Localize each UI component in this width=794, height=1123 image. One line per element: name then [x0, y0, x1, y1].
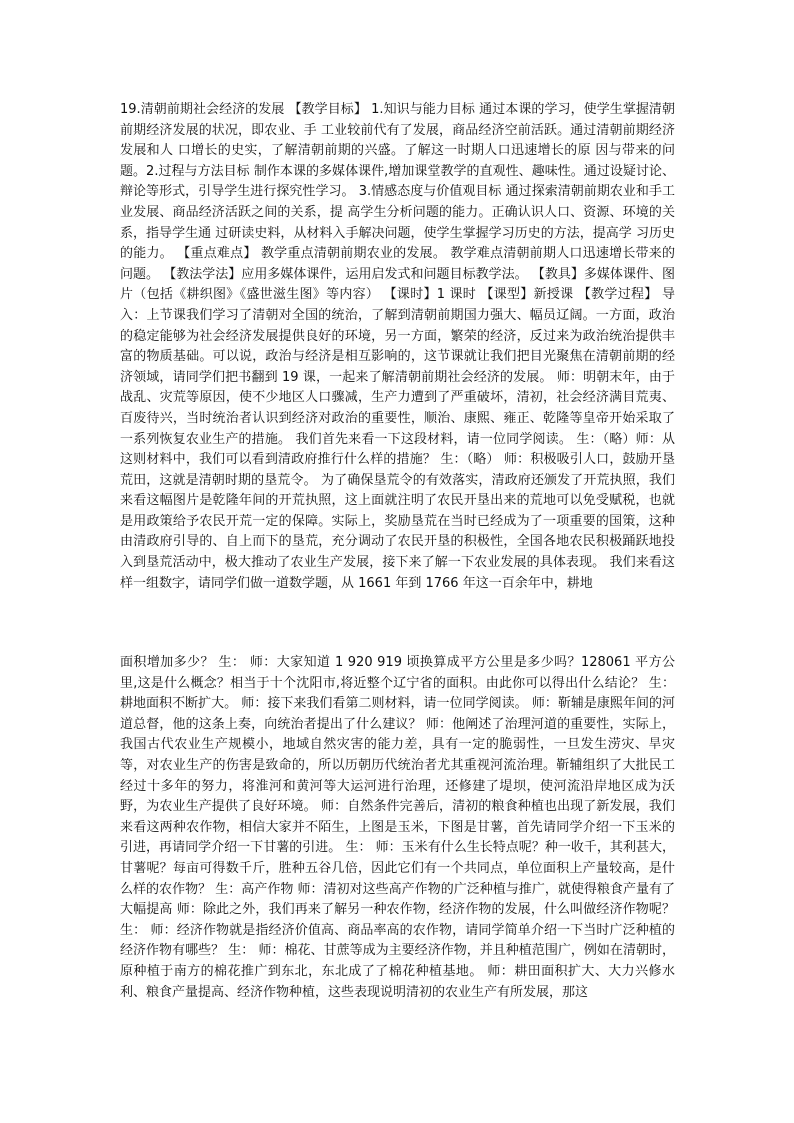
body-paragraph-2: 面积增加多少？ 生： 师：大家知道 1 920 919 顷换算成平方公里是多少吗？128061 平方公里,这是什么概念？相当于十个沈阳市,将近整个辽宁省的面积。由此你可以得出什么结论？ 生：耕地面积不断扩大。 师：接下来我们看第二则材料，请一位同学阅读。 师：靳辅是康熙年间的河道总督，他的这条上奏，向统治者提出了什么建议？ 师：他阐述了治理河道的重要性，实际上，我国古代农业生产规模小，地域自然灾害的能力差，具有一定的脆弱性，一旦发生涝灾、旱灾等，对农业生产的伤害是致命的，所以历朝历代统治者尤其重视河流治理。靳辅组织了大批民工经过十多年的努力，将淮河和黄河等大运河进行治理，还修建了堤坝，使河流沿岸地区成为沃野，为农业生产提供了良好环境。 师：自然条件完善后，清初的粮食种植也出现了新发展，我们来看这两种农作物，相信大家并不陌生，上图是玉米，下图是甘薯，首先请同学介绍一下玉米的引进，再请同学介绍一下甘薯的引进。 生： 师：玉米有什么生长特点呢？种一收千，其利甚大，甘薯呢？每亩可得数千斤，胜种五谷几倍，因此它们有一个共同点，单位面积上产量较高，是什么样的农作物？ 生：高产作物 师：清初对这些高产作物的广泛种植与推广，就使得粮食产量有了大幅提高 师：除此之外，我们再来了解另一种农作物，经济作物的发展，什么叫做经济作物呢？ 生： 师：经济作物就是指经济价值高、商品率高的农作物，请同学简单介绍一下当时广泛种植的经济作物有哪些？ 生： 师：棉花、甘蔗等成为主要经济作物，并且种植范围广，例如在清朝时，原种植于南方的棉花推广到东北，东北成了了棉花种植基地。 师：耕田面积扩大、大力兴修水利、粮食产量提高、经济作物种植，这些表现说明清初的农业生产有所发展，那这: [120, 655, 675, 1000]
body-paragraph-1: 19.清朝前期社会经济的发展 【教学目标】 1.知识与能力目标 通过本课的学习，使学生掌握清朝前期经济发展的状况，即农业、手 工业较前代有了发展，商品经济空前活跃。通过清朝前期经济发展和人 口增长的史实，了解清朝前期的兴盛。了解这一时期人口迅速增长的原 因与带来的问题。2.过程与方法目标 制作本课的多媒体课件,增加课堂教学的直观性、趣味性。通过设疑讨论、辩论等形式，引导学生进行探究性学习。 3.情感态度与价值观目标 通过探索清朝前期农业和手工业发展、商品经济活跃之间的关系，提 高学生分析问题的能力。正确认识人口、资源、环境的关系，指导学生通 过研读史料，从材料入手解决问题，使学生掌握学习历史的方法，提高学 习历史的能力。 【重点难点】 教学重点清朝前期农业的发展。 教学难点清朝前期人口迅速增长带来的问题。 【教法学法】应用多媒体课件，运用启发式和问题目标教学法。 【教具】多媒体课件、图片（包括《耕织图》《盛世滋生图》等内容） 【课时】1 课时 【课型】新授课 【教学过程】 导入：上节课我们学习了清朝对全国的统治，了解到清朝前期国力强大、幅员辽阔。一方面，政治的稳定能够为社会经济发展提供良好的环境，另一方面，繁荣的经济，反过来为政治统治提供丰富的物质基础。可以说，政治与经济是相互影响的，这节课就让我们把目光聚焦在清朝前期的经济领域，请同学们把书翻到 19 课，一起来了解清朝前期社会经济的发展。 师：明朝末年，由于战乱、灾荒等原因，使不少地区人口骤减，生产力遭到了严重破坏，清初，社会经济满目荒夷、百废待兴，当时统治者认识到经济对政治的重要性，顺治、康熙、雍正、乾隆等皇帝开始采取了一系列恢复农业生产的措施。 我们首先来看一下这段材料，请一位同学阅读。 生：（略）师：从这则材料中，我们可以看到清政府推行什么样的措施？ 生：（略） 师：积极吸引人口，鼓励开垦荒田，这就是清朝时期的垦荒令。 为了确保垦荒令的有效落实，清政府还颁发了开荒执照，我们来看这幅图片是乾隆年间的开荒执照，这上面就注明了农民开垦出来的荒地可以免受赋税，也就是用政策给予农民开荒一定的保障。实际上，奖励垦荒在当时已经成为了一项重要的国策，这种由清政府引导的、自上而下的垦荒，充分调动了农民开垦的积极性，全国各地农民积极踊跃地投入到垦荒活动中，极大推动了农业生产发展，接下来了解一下农业发展的具体表现。 我们来看这样一组数字，请同学们做一道数学题，从 1661 年到 1766 年这一百余年中，耕地: [120, 102, 675, 591]
